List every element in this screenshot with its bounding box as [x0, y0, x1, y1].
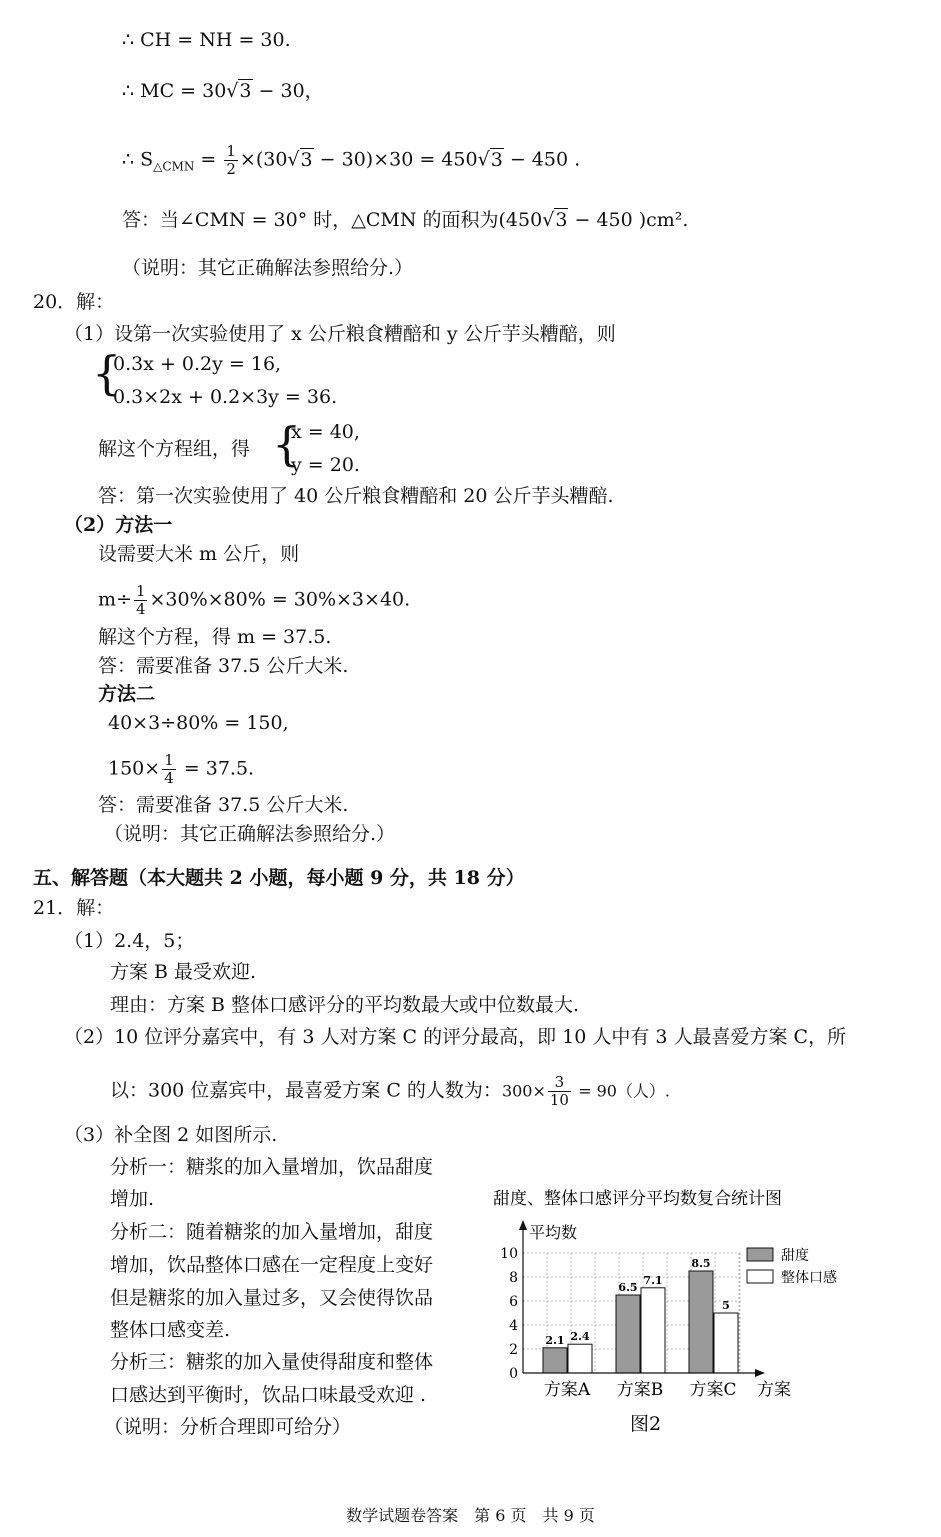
chart-ylabel: 平均数: [529, 1223, 578, 1242]
y-tick-label: 4: [509, 1318, 518, 1334]
page-footer: 数学试题卷答案 第 6 页 共 9 页: [346, 1506, 595, 1525]
brace-2: {: [272, 417, 302, 471]
m-line-1: 设需要大米 m 公斤，则: [98, 543, 300, 565]
chart-legend: [747, 1247, 837, 1286]
solve-text: 解这个方程组，得: [98, 438, 251, 460]
analysis-2: 分析二：随着糖浆的加入量增加，甜度: [110, 1221, 434, 1243]
m-line-4: 答：需要准备 37.5 公斤大米.: [98, 655, 349, 677]
bar-value-label: 2.4: [570, 1330, 590, 1344]
chart-bars: [543, 1257, 738, 1373]
sol-x: x = 40,: [291, 421, 360, 443]
bar-整体口感-方案C: [714, 1313, 738, 1373]
bar-甜度-方案C: [689, 1271, 713, 1373]
y-ticks: [500, 1246, 518, 1382]
legend-label: 整体口感: [781, 1270, 837, 1286]
m-line-3: 解这个方程，得 m = 37.5.: [98, 626, 332, 648]
q21-part1: （1）2.4，5；: [64, 930, 195, 952]
analysis-1b: 增加.: [110, 1188, 155, 1210]
bar-value-label: 7.1: [643, 1273, 663, 1287]
analysis-3: 分析三：糖浆的加入量使得甜度和整体: [110, 1351, 434, 1373]
q21-part2: （2）10 位评分嘉宾中，有 3 人对方案 C 的评分最高，即 10 人中有 3 人最喜爱方案 C，所: [64, 1026, 847, 1048]
brace-1: {: [92, 346, 122, 400]
q21-part3: （3）补全图 2 如图所示.: [64, 1124, 278, 1146]
analysis-2c: 但是糖浆的加入量过多，又会使得饮品: [110, 1287, 434, 1309]
bar-甜度-方案B: [616, 1295, 640, 1373]
analysis-2d: 整体口感变差.: [110, 1319, 231, 1341]
bar-整体口感-方案B: [641, 1288, 665, 1373]
m-line-2: m÷ $\frac{1}{4}$ ×30%×80% = 30%×3×40.: [98, 582, 411, 618]
q20-part1: （1）设第一次实验使用了 x 公斤粮食糟醅和 y 公斤芋头糟醅，则: [64, 323, 616, 345]
line-ch-nh: ∴ CH = NH = 30.: [122, 29, 291, 51]
n-line-3: 答：需要准备 37.5 公斤大米.: [98, 794, 349, 816]
y-tick-label: 2: [509, 1342, 518, 1358]
analysis-3b: 口感达到平衡时，饮品口味最受欢迎 .: [110, 1384, 427, 1406]
y-tick-label: 0: [509, 1366, 518, 1382]
note-1: （说明：其它正确解法参照给分.）: [122, 257, 414, 279]
y-axis-arrow: [519, 1220, 527, 1230]
answer-1: 答：第一次实验使用了 40 公斤粮食糟醅和 20 公斤芋头糟醅.: [98, 485, 614, 507]
bar-value-label: 2.1: [545, 1333, 565, 1347]
chart-title: 甜度、整体口感评分平均数复合统计图: [493, 1189, 782, 1209]
q20-part2: （2）方法一: [64, 514, 173, 536]
bar-整体口感-方案A: [568, 1344, 592, 1373]
legend-label: 甜度: [781, 1248, 809, 1264]
eq-2: 0.3×2x + 0.2×3y = 36.: [113, 386, 338, 408]
line-answer-area: 答：当∠CMN = 30° 时，△CMN 的面积为(450√3 − 450 )cm².: [122, 209, 689, 231]
n-line-2: 150× $\frac{1}{4}$ = 37.5.: [108, 751, 255, 787]
q21-part1-c: 理由：方案 B 整体口感评分的平均数最大或中位数最大.: [110, 994, 580, 1016]
n-line-1: 40×3÷80% = 150,: [108, 712, 289, 734]
legend-swatch: [747, 1248, 773, 1261]
note-2: （说明：其它正确解法参照给分.）: [104, 823, 396, 845]
q21-part1-b: 方案 B 最受欢迎.: [110, 961, 257, 983]
eq-1: 0.3x + 0.2y = 16,: [113, 353, 282, 375]
q20-title: 20．解：: [33, 291, 115, 313]
x-category-label: 方案B: [616, 1380, 664, 1400]
bar-value-label: 6.5: [618, 1281, 638, 1294]
bar-value-label: 5: [722, 1299, 730, 1312]
x-categories: [544, 1380, 737, 1400]
y-tick-label: 10: [500, 1246, 518, 1262]
y-tick-label: 8: [509, 1270, 518, 1286]
bar-value-label: 8.5: [691, 1257, 711, 1270]
line-mc: ∴ MC = 30√3 − 30，: [122, 80, 324, 102]
chart-xlabel: 方案: [757, 1380, 791, 1400]
analysis-2b: 增加，饮品整体口感在一定程度上变好: [110, 1254, 434, 1276]
bar-甜度-方案A: [543, 1348, 567, 1373]
q21-part2-b: 以：300 位嘉宾中，最喜爱方案 C 的人数为：300× $\frac{3}{10}$ = 90（人）.: [110, 1073, 671, 1109]
x-category-label: 方案C: [689, 1380, 737, 1400]
legend-swatch: [747, 1270, 773, 1283]
section-5-title: 五、解答题（本大题共 2 小题，每小题 9 分，共 18 分）: [33, 867, 525, 889]
y-tick-label: 6: [509, 1294, 518, 1310]
x-category-label: 方案A: [543, 1380, 591, 1400]
analysis-1: 分析一：糖浆的加入量增加，饮品甜度: [110, 1156, 434, 1178]
note-3: （说明：分析合理即可给分）: [104, 1416, 352, 1438]
method-2: 方法二: [98, 683, 156, 705]
q21-title: 21．解：: [33, 897, 115, 919]
chart-caption: 图2: [630, 1413, 662, 1435]
line-area: ∴ $S_{\triangle CMN}$ = $\frac{1}{2}$ ×(30√3 − 30)×30 = 450√3 − 450 .: [122, 142, 581, 178]
x-axis-arrow: [755, 1369, 765, 1377]
sol-y: y = 20.: [291, 454, 360, 476]
bar-chart: [485, 1180, 885, 1440]
